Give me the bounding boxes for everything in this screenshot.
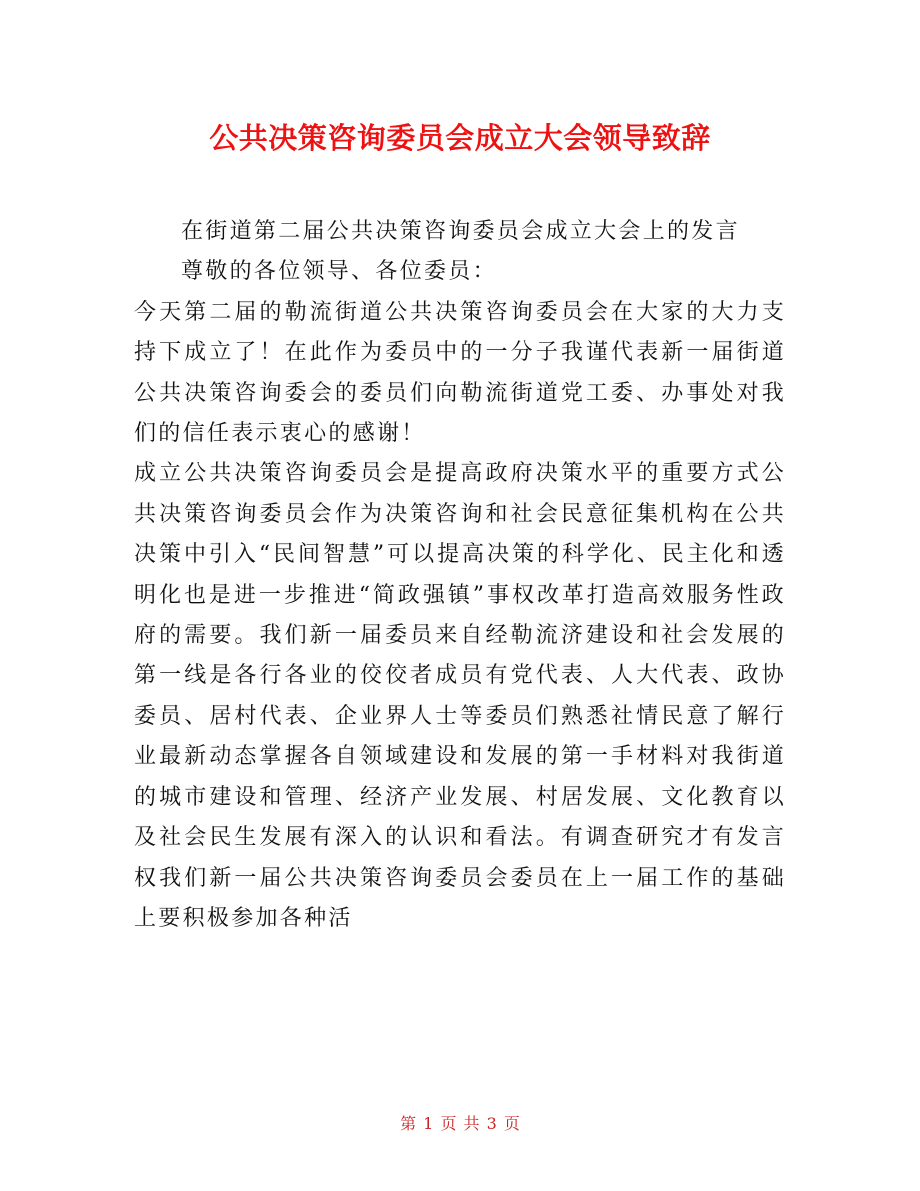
- paragraph-opening: 今天第二届的勒流街道公共决策咨询委员会在大家的大力支持下成立了！在此作为委员中的一分子我谨代表新一届街道公共决策咨询委会的委员们向勒流街道党工委、办事处对我们的信任表示衷心的感谢！: [134, 299, 786, 447]
- paragraph-main: 成立公共决策咨询委员会是提高政府决策水平的重要方式公共决策咨询委员会作为决策咨询和社会民意征集机构在公共决策中引入“民间智慧”可以提高决策的科学化、民主化和透明化也是进一步推进“简政强镇”事权改革打造高效服务性政府的需要。我们新一届委员来自经勒流济建设和社会发展的第一线是各行各业的佼佼者成员有党代表、人大代表、政协委员、居村代表、企业界人士等委员们熟悉社情民意了解行业最新动态掌握各自领域建设和发展的第一手材料对我街道的城市建设和管理、经济产业发展、村居发展、文化教育以及社会民生发展有深入的认识和看法。有调查研究才有发言权我们新一届公共决策咨询委员会委员在上一届工作的基础上要积极参加各种活: [134, 461, 786, 931]
- speech-heading: 在街道第二届公共决策咨询委员会成立大会上的发言: [181, 219, 740, 244]
- page-footer: 第 1 页 共 3 页: [400, 1114, 520, 1133]
- document-title: 公共决策咨询委员会成立大会领导致辞: [209, 121, 711, 155]
- salutation: 尊敬的各位领导、各位委员：: [181, 259, 497, 285]
- document-body: [134, 212, 786, 939]
